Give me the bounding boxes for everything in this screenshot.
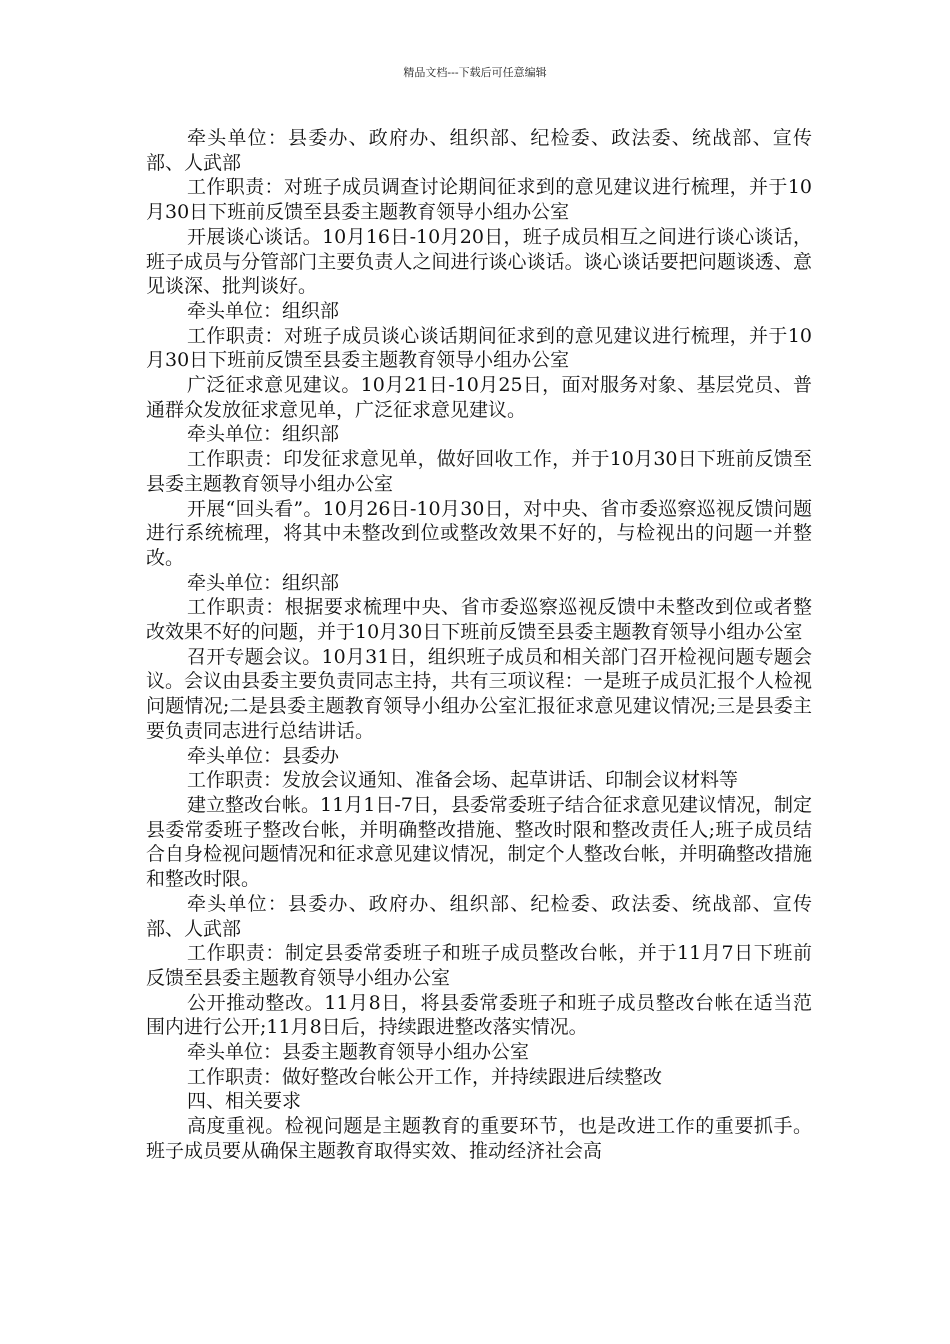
paragraph-solicit-opinions: 广泛征求意见建议。10月21日-10月25日，面对服务对象、基层党员、普通群众发放征求意见单，广泛征求意见建议。 [146,374,812,421]
paragraph-duty-7: 工作职责：做好整改台帐公开工作，并持续跟进后续整改 [187,1065,663,1088]
paragraph-look-back: 开展“回头看”。10月26日-10月30日，对中央、省市委巡察巡视反馈问题进行系统梳理，将其中未整改到位或整改效果不好的，与检视出的问题一并整改。 [146,497,812,569]
paragraph-special-meeting: 召开专题会议。10月31日，组织班子成员和相关部门召开检视问题专题会议。会议由县委主要负责同志主持，共有三项议程：一是班子成员汇报个人检视问题情况;二是县委主题教育领导小组办公室汇报征求意见建议情况;三是县委主要负责同志进行总结讲话。 [146,645,812,742]
paragraph-duty-2: 工作职责：对班子成员谈心谈话期间征求到的意见建议进行梳理，并于10月30日下班前反馈至县委主题教育领导小组办公室 [146,324,812,372]
paragraph-lead-units-7: 牵头单位：县委主题教育领导小组办公室 [187,1041,530,1064]
paragraph-high-attention: 高度重视。检视问题是主题教育的重要环节，也是改进工作的重要抓手。班子成员要从确保主题教育取得实效、推动经济社会高 [146,1115,812,1162]
paragraph-lead-units-6: 牵头单位：县委办、政府办、组织部、纪检委、政法委、统战部、宣传部、人武部 [146,892,812,940]
paragraph-rectification-ledger: 建立整改台帐。11月1日-7日，县委常委班子结合征求意见建议情况，制定县委常委班子整改台帐，并明确整改措施、整改时限和整改责任人;班子成员结合自身检视问题情况和征求意见建议情况，制定个人整改台帐，并明确整改措施和整改时限。 [146,793,812,891]
paragraph-duty-1: 工作职责：对班子成员调查讨论期间征求到的意见建议进行梳理，并于10月30日下班前反馈至县委主题教育领导小组办公室 [146,176,812,224]
paragraph-lead-units-2: 牵头单位：组织部 [187,299,340,322]
paragraph-duty-4: 工作职责：根据要求梳理中央、省市委巡察巡视反馈中未整改到位或者整改效果不好的问题，并于10月30日下班前反馈至县委主题教育领导小组办公室 [146,596,812,644]
document-body [146,126,812,1164]
paragraph-lead-units-3: 牵头单位：组织部 [187,423,340,446]
paragraph-duty-5: 工作职责：发放会议通知、准备会场、起草讲话、印制会议材料等 [187,769,739,792]
paragraph-heart-talk: 开展谈心谈话。10月16日-10月20日，班子成员相互之间进行谈心谈话，班子成员与分管部门主要负责人之间进行谈心谈话。谈心谈话要把问题谈透、意见谈深、批判谈好。 [146,225,812,298]
paragraph-duty-3: 工作职责：印发征求意见单，做好回收工作，并于10月30日下班前反馈至县委主题教育领导小组办公室 [146,448,812,495]
paragraph-public-rectification: 公开推动整改。11月8日，将县委常委班子和班子成员整改台帐在适当范围内进行公开;11月8日后，持续跟进整改落实情况。 [146,991,812,1039]
paragraph-duty-6: 工作职责：制定县委常委班子和班子成员整改台帐，并于11月7日下班前反馈至县委主题教育领导小组办公室 [146,942,812,989]
page-header: 精品文档---下载后可任意编辑 [403,66,547,79]
paragraph-lead-units-4: 牵头单位：组织部 [187,571,340,594]
paragraph-lead-units-5: 牵头单位：县委办 [187,744,340,767]
paragraph-lead-units-1: 牵头单位：县委办、政府办、组织部、纪检委、政法委、统战部、宣传部、人武部 [146,127,812,174]
section-heading-requirements: 四、相关要求 [187,1090,302,1113]
